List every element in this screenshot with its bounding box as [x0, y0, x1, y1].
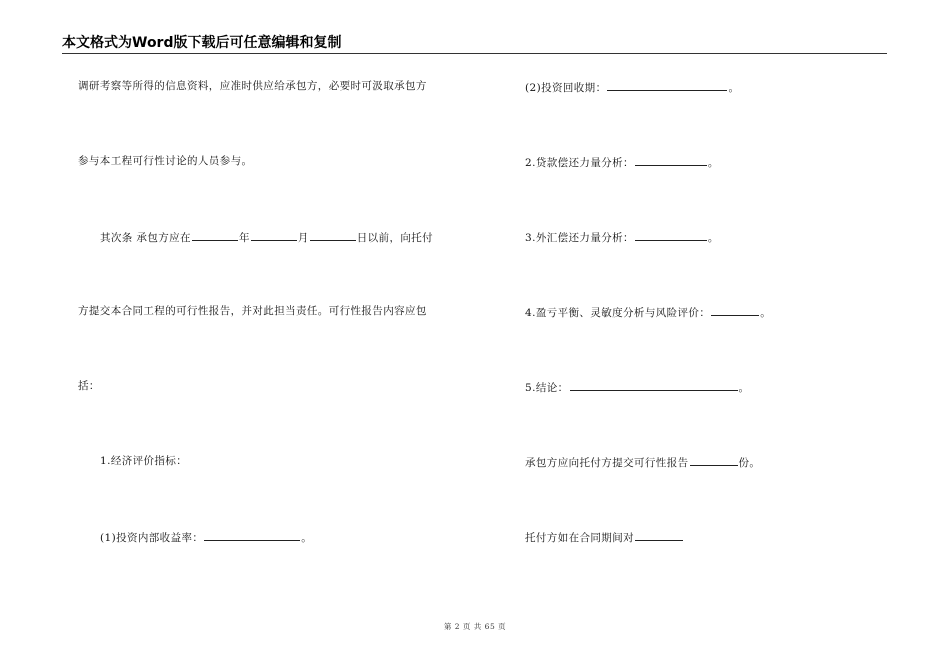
- right-line-7: [525, 529, 684, 545]
- left-line-7-b: 。: [301, 532, 313, 544]
- blank-fx: [635, 229, 707, 241]
- right-line-7-a: 托付方如在合同期间对: [525, 532, 634, 544]
- left-line-7-a: (1)投资内部收益率：: [100, 532, 204, 544]
- left-line-1: 调研考察等所得的信息资料，应准时供应给承包方，必要时可汲取承包方: [78, 80, 427, 92]
- right-line-3-b: 。: [707, 232, 719, 244]
- blank-copies: [690, 454, 738, 466]
- right-line-5-a: 5.结论：: [525, 382, 569, 394]
- left-line-4: 方提交本合同工程的可行性报告，并对此担当责任。可行性报告内容应包: [78, 305, 427, 317]
- right-line-3: [525, 229, 719, 245]
- blank-day: [310, 229, 356, 241]
- right-line-6-b: 份。: [738, 457, 761, 469]
- blank-contract: [635, 529, 683, 541]
- right-line-2: [525, 154, 719, 170]
- right-line-2-a: 2.贷款偿还力量分析：: [525, 157, 634, 169]
- blank-risk: [711, 304, 759, 316]
- left-line-3-a: 其次条 承包方应在: [100, 232, 191, 244]
- right-line-4: [525, 304, 771, 320]
- blank-irr: [204, 529, 300, 541]
- page-footer-number: 第 2 页 共 65 页: [443, 622, 507, 631]
- left-line-3-d: 日以前，向托付: [356, 232, 434, 244]
- left-line-3-b: 年: [238, 232, 250, 244]
- right-line-4-b: 。: [760, 307, 772, 319]
- left-line-2: 参与本工程可行性讨论的人员参与。: [78, 155, 253, 167]
- blank-payback: [607, 79, 727, 91]
- right-line-2-b: 。: [707, 157, 719, 169]
- blank-loan: [635, 154, 707, 166]
- right-line-6: [525, 454, 760, 470]
- right-line-4-a: 4.盈亏平衡、灵敏度分析与风险评价：: [525, 307, 711, 319]
- blank-conclusion: [570, 379, 738, 391]
- right-line-3-a: 3.外汇偿还力量分析：: [525, 232, 634, 244]
- right-line-1: [525, 79, 739, 95]
- right-line-1-b: 。: [728, 82, 740, 94]
- left-line-6: 1.经济评价指标：: [100, 455, 188, 467]
- right-line-5-b: 。: [738, 382, 750, 394]
- blank-month: [251, 229, 297, 241]
- right-line-1-a: (2)投资回收期：: [525, 82, 607, 94]
- right-line-6-a: 承包方应向托付方提交可行性报告: [525, 457, 689, 469]
- left-line-7: [100, 529, 312, 545]
- left-line-3: [100, 229, 433, 245]
- blank-year: [192, 229, 238, 241]
- left-line-5: 括：: [78, 380, 100, 392]
- right-line-5: [525, 379, 749, 395]
- page-header-title: 本文格式为Word版下载后可任意编辑和复制: [62, 33, 887, 54]
- left-line-3-c: 月: [297, 232, 309, 244]
